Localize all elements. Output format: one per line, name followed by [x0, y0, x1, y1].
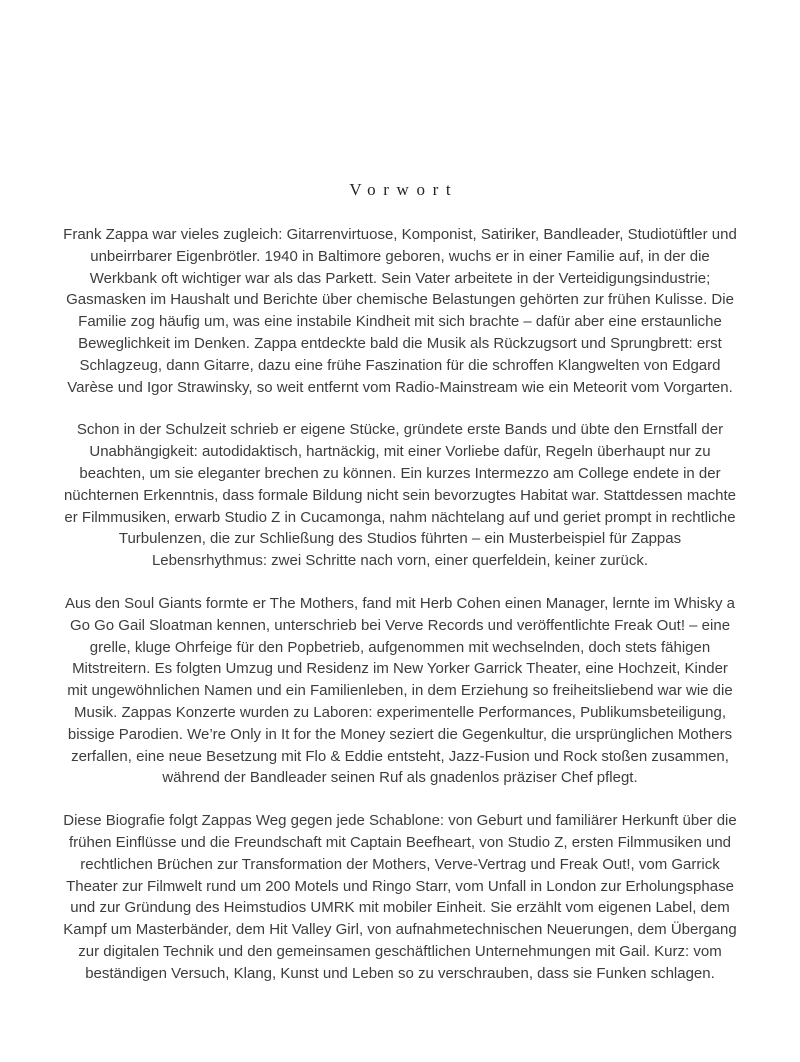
page-title: Vorwort — [349, 180, 459, 199]
paragraph-1: Frank Zappa war vieles zugleich: Gitarrenvirtuose, Komponist, Satiriker, Bandleader, Studiotüftler und unbeirrbarer Eigenbrötler. 1940 in Baltimore geboren, wuchs er in einer Familie auf, in der die Werkbank oft wichtiger war als das Parkett. Sein Vater arbeitete in der Verteidigungsindustrie; Gasmasken im Haushalt und Berichte über chemische Belastungen gehörten zur frühen Kulisse. Die Familie zog häufig um, was eine instabile Kindheit mit sich brachte – dafür aber eine erstaunliche Beweglichkeit im Denken. Zappa entdeckte bald die Musik als Rückzugsort und Sprungbrett: erst Schlagzeug, dann Gitarre, dazu eine frühe Faszination für die schroffen Klangwelten von Edgard Varèse und Igor Strawinsky, so weit entfernt vom Radio-Mainstream wie ein Meteorit vom Vorgarten. — [63, 226, 737, 396]
paragraph-3: Aus den Soul Giants formte er The Mothers, fand mit Herb Cohen einen Manager, lernte im Whisky a Go Go Gail Sloatman kennen, unterschrieb bei Verve Records und veröffentlichte Freak Out! – eine grelle, kluge Ohrfeige für den Popbetrieb, aufgenommen mit wechselnden, doch stets fähigen Mitstreitern. Es folgten Umzug und Residenz im New Yorker Garrick Theater, eine Hochzeit, Kinder mit ungewöhnlichen Namen und ein Familienleben, in dem Erziehung so freiheitsliebend war wie die Musik. Zappas Konzerte wurden zu Laboren: experimentelle Performances, Publikumsbeteiligung, bissige Parodien. We’re Only in It for the Money seziert die Gegenkultur, die ursprünglichen Mothers zerfallen, eine neue Besetzung mit Flo & Eddie entsteht, Jazz-Fusion und Rock stoßen zusammen, während der Bandleader seinen Ruf als gnadenlos präziser Chef pflegt. — [64, 594, 736, 787]
paragraph-2: Schon in der Schulzeit schrieb er eigene Stücke, gründete erste Bands und übte den Ernstfall der Unabhängigkeit: autodidaktisch, hartnäckig, mit einer Vorliebe dafür, Regeln überhaupt nur zu beachten, um sie eleganter brechen zu können. Ein kurzes Intermezzo am College endete in der nüchternen Erkenntnis, dass formale Bildung nicht sein bevorzugtes Habitat war. Stattdessen machte er Filmmusiken, erwarb Studio Z in Cucamonga, nahm nächtelang auf und geriet prompt in rechtliche Turbulenzen, die zur Schließung des Studios führten – ein Musterbeispiel für Zappas Lebensrhythmus: zwei Schritte nach vorn, einer querfeldein, keiner zurück. — [63, 421, 737, 570]
document-body — [62, 224, 738, 985]
paragraph-4: Diese Biografie folgt Zappas Weg gegen jede Schablone: von Geburt und familiärer Herkunft über die frühen Einflüsse und die Freundschaft mit Captain Beefheart, von Studio Z, ersten Filmmusiken und rechtlichen Brüchen zur Transformation der Mothers, Verve-Vertrag und Freak Out!, vom Garrick Theater zur Filmwelt rund um 200 Motels und Ringo Starr, vom Unfall in London zur Erholungsphase und zur Gründung des Heimstudios UMRK mit mobiler Einheit. Sie erzählt vom eigenen Label, dem Kampf um Masterbänder, dem Hit Valley Girl, von aufnahmetechnischen Neuerungen, dem Übergang zur digitalen Technik und den gemeinsamen geschäftlichen Unternehmungen mit Gail. Kurz: vom beständigen Versuch, Klang, Kunst und Leben so zu verschrauben, dass sie Funken schlagen. — [63, 812, 737, 982]
